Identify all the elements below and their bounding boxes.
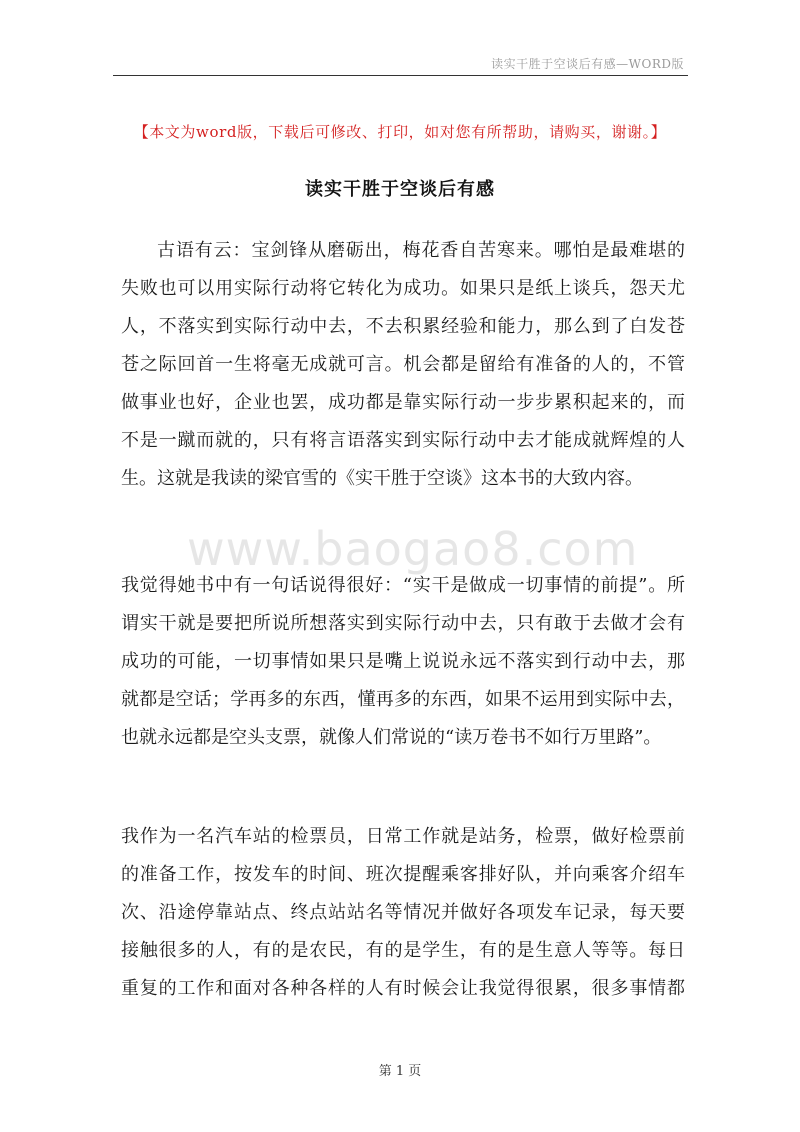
paragraph-line: 成功的可能，一切事情如果只是嘴上说说永远不落实到行动中去，那 [121,651,685,672]
header-divider [113,75,688,76]
paragraph-line: 的准备工作，按发车的时间、班次提醒乘客排好队，并向乘客介绍车 [121,864,685,885]
paragraph-1 [121,232,685,498]
paragraph-line: 失败也可以用实际行动将它转化为成功。如果只是纸上谈兵，怨天尤 [121,278,685,299]
document-title: 读实干胜于空谈后有感 [305,179,495,200]
paragraph-line: 不是一蹴而就的，只有将言语落实到实际行动中去才能成就辉煌的人 [121,430,685,451]
paragraph-line: 苍之际回首一生将毫无成就可言。机会都是留给有准备的人的，不管 [121,354,685,375]
paragraph-line: 接触很多的人，有的是农民，有的是学生，有的是生意人等等。每日 [121,940,685,961]
page-number: 第 1 页 [378,1064,422,1079]
paragraph-line: 就都是空话；学再多的东西，懂再多的东西，如果不运用到实际中去， [121,689,685,710]
paragraph-2 [121,567,685,757]
paragraph-line: 人，不落实到实际行动中去，不去积累经验和能力，那么到了白发苍 [121,316,685,337]
download-notice: 【本文为word版，下载后可修改、打印，如对您有所帮助，请购买，谢谢。】 [133,123,667,141]
paragraph-line: 重复的工作和面对各种各样的人有时候会让我觉得很累，很多事情都 [121,978,685,999]
paragraph-line: 次、沿途停靠站点、终点站站名等情况并做好各项发车记录，每天要 [121,902,685,923]
paragraph-line: 生。这就是我读的梁官雪的《实干胜于空谈》这本书的大致内容。 [121,468,643,489]
paragraph-3 [121,818,685,1008]
paragraph-line: 做事业也好，企业也罢，成功都是靠实际行动一步步累积起来的，而 [121,392,685,413]
running-header: 读实干胜于空谈后有感—WORD版 [491,57,684,71]
paragraph-line: 谓实干就是要把所说所想落实到实际行动中去，只有敢于去做才会有 [121,613,685,634]
paragraph-line: 我作为一名汽车站的检票员，日常工作就是站务，检票，做好检票前 [121,826,685,847]
paragraph-line: 我觉得她书中有一句话说得很好：“实干是做成一切事情的前提”。所 [121,575,685,596]
site-watermark: www.baogao8.com [187,522,639,576]
paragraph-line: 也就永远都是空头支票，就像人们常说的“读万卷书不如行万里路”。 [121,727,662,748]
paragraph-line: 古语有云：宝剑锋从磨砺出，梅花香自苦寒来。哪怕是最难堪的 [157,240,685,261]
